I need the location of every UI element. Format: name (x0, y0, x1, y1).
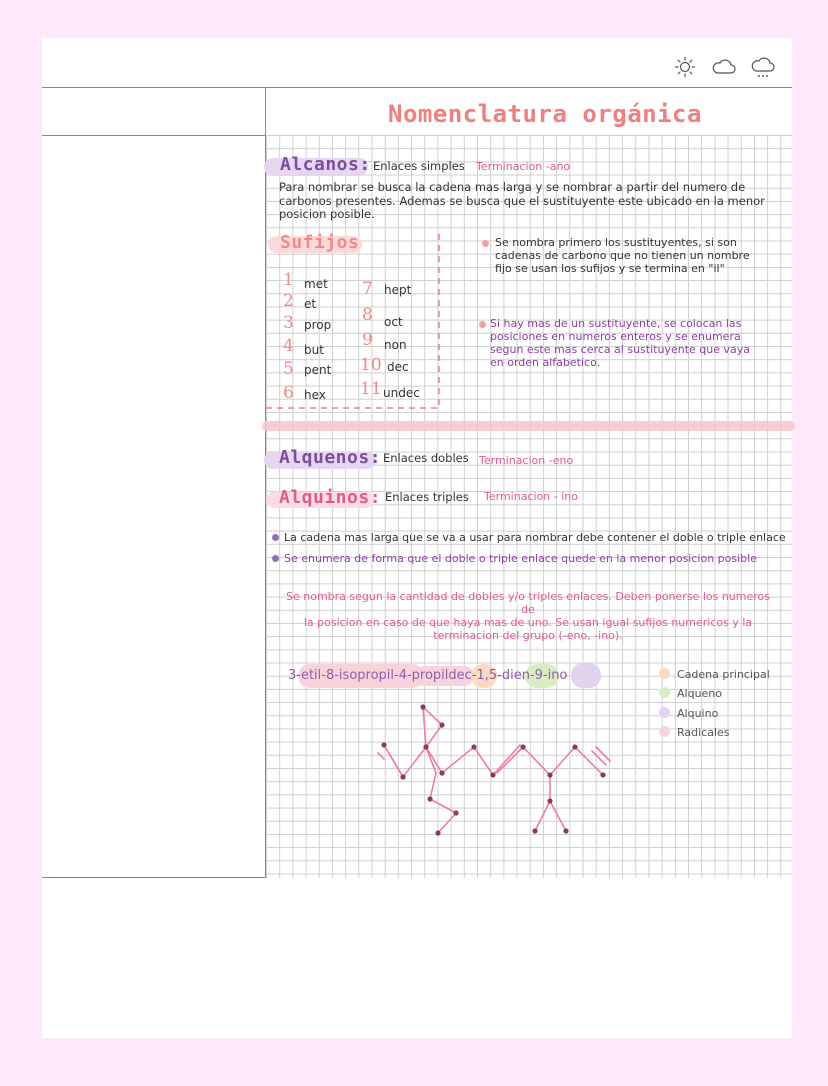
side-note-1 (495, 236, 750, 275)
side-note-line: segun este mas cerca al sustituyente que vaya (490, 343, 750, 356)
example-compound-name: 3-etil-8-isopropil-4-propildec-1,5-dien-9-ino (288, 668, 568, 683)
side-note-line: Si hay mas de un sustituyente, se colocan las (490, 317, 742, 330)
alquinos-type: Enlaces triples (385, 490, 469, 504)
legend-label: Alquino (677, 707, 719, 720)
section-divider (262, 421, 795, 431)
sufijos-heading: Sufijos (280, 232, 360, 253)
bullet-dot (482, 240, 489, 247)
sun-icon[interactable] (674, 56, 696, 78)
side-note-2 (490, 317, 750, 369)
legend-dot (659, 707, 670, 718)
side-note-line: en orden alfabetico. (490, 356, 601, 369)
legend-label: Radicales (677, 726, 730, 739)
skeletal-structure-diagram (370, 695, 620, 845)
alcanos-type: Enlaces simples (373, 159, 465, 173)
side-note-line: fijo se usan los sufijos y se termina en "il" (495, 262, 725, 275)
side-note-line: Se nombra primero los sustituyentes, si son (495, 236, 737, 249)
suffix-label: pent (304, 363, 332, 377)
legend-dot (659, 726, 670, 737)
suffix-number: 8 (362, 305, 373, 325)
suffix-number: 7 (362, 279, 373, 299)
suffix-number: 9 (362, 330, 373, 350)
alkyne-highlight (571, 663, 601, 688)
legend-dot (659, 668, 670, 679)
alcanos-line: Para nombrar se busca la cadena mas larga y se nombrar a partir del numero de (279, 180, 746, 194)
pink-paragraph (284, 590, 772, 642)
suffix-number: 1 (283, 270, 294, 290)
suffix-number: 6 (283, 383, 294, 403)
suffix-label: but (304, 343, 324, 357)
alquenos-heading: Alquenos: (279, 447, 382, 468)
legend-dot (659, 687, 670, 698)
alcanos-ending: Terminacion -ano (476, 160, 571, 173)
alquenos-ending: Terminacion -eno (479, 454, 574, 467)
alcanos-line: posicion posible. (279, 207, 375, 221)
pink-paragraph-line: la posicion en caso de que haya mas de uno. Se usan igual sufijos numericos y la (303, 616, 753, 629)
alcanos-paragraph (279, 181, 765, 222)
bullet-dot (479, 321, 486, 328)
suffix-label: undec (383, 386, 420, 400)
suffix-label: hex (304, 388, 326, 402)
side-note-line: posiciones en numeros enteros y se enumera (490, 330, 741, 343)
suffix-label: et (304, 297, 317, 311)
suffix-number: 5 (283, 359, 294, 379)
suffix-number: 3 (283, 313, 294, 333)
alcanos-heading: Alcanos: (280, 154, 371, 175)
suffix-label: non (384, 338, 407, 352)
suffix-number: 4 (283, 336, 294, 356)
alquenos-type: Enlaces dobles (383, 451, 469, 465)
page-title: Nomenclatura orgánica (388, 100, 702, 128)
pink-paragraph-line: terminacion del grupo (-eno, -ino). (433, 629, 623, 642)
suffix-number: 2 (283, 291, 294, 311)
header-divider (42, 87, 792, 88)
legend-label: Alqueno (677, 687, 723, 700)
bullet-text: Se enumera de forma que el doble o triple enlace quede en la menor posicion posible (284, 552, 757, 565)
suffix-label: prop (304, 318, 332, 332)
cloud-icon[interactable] (711, 56, 737, 78)
suffix-label: met (304, 277, 328, 291)
side-note-line: cadenas de carbono que no tienen un nombre (495, 249, 750, 262)
suffix-number: 10 (360, 355, 382, 375)
legend-label: Cadena principal (677, 668, 770, 681)
bullet-dot (272, 555, 279, 562)
suffix-label: hept (384, 283, 412, 297)
pink-paragraph-line: Se nombra segun la cantidad de dobles y/o triples enlaces. Deben ponerse los numeros de (286, 590, 770, 616)
bullet-dot (272, 534, 279, 541)
alquinos-heading: Alquinos: (279, 487, 382, 508)
suffix-label: oct (384, 315, 403, 329)
suffix-label: dec (387, 360, 409, 374)
alquinos-ending: Terminacion - ino (484, 490, 578, 503)
suffix-number: 11 (360, 379, 382, 399)
bullet-text: La cadena mas larga que se va a usar para nombrar debe contener el doble o triple enlace (284, 531, 786, 544)
rain-cloud-icon[interactable] (750, 56, 776, 80)
alcanos-line: carbonos presentes. Ademas se busca que el sustituyente este ubicado en la menor (279, 193, 765, 208)
